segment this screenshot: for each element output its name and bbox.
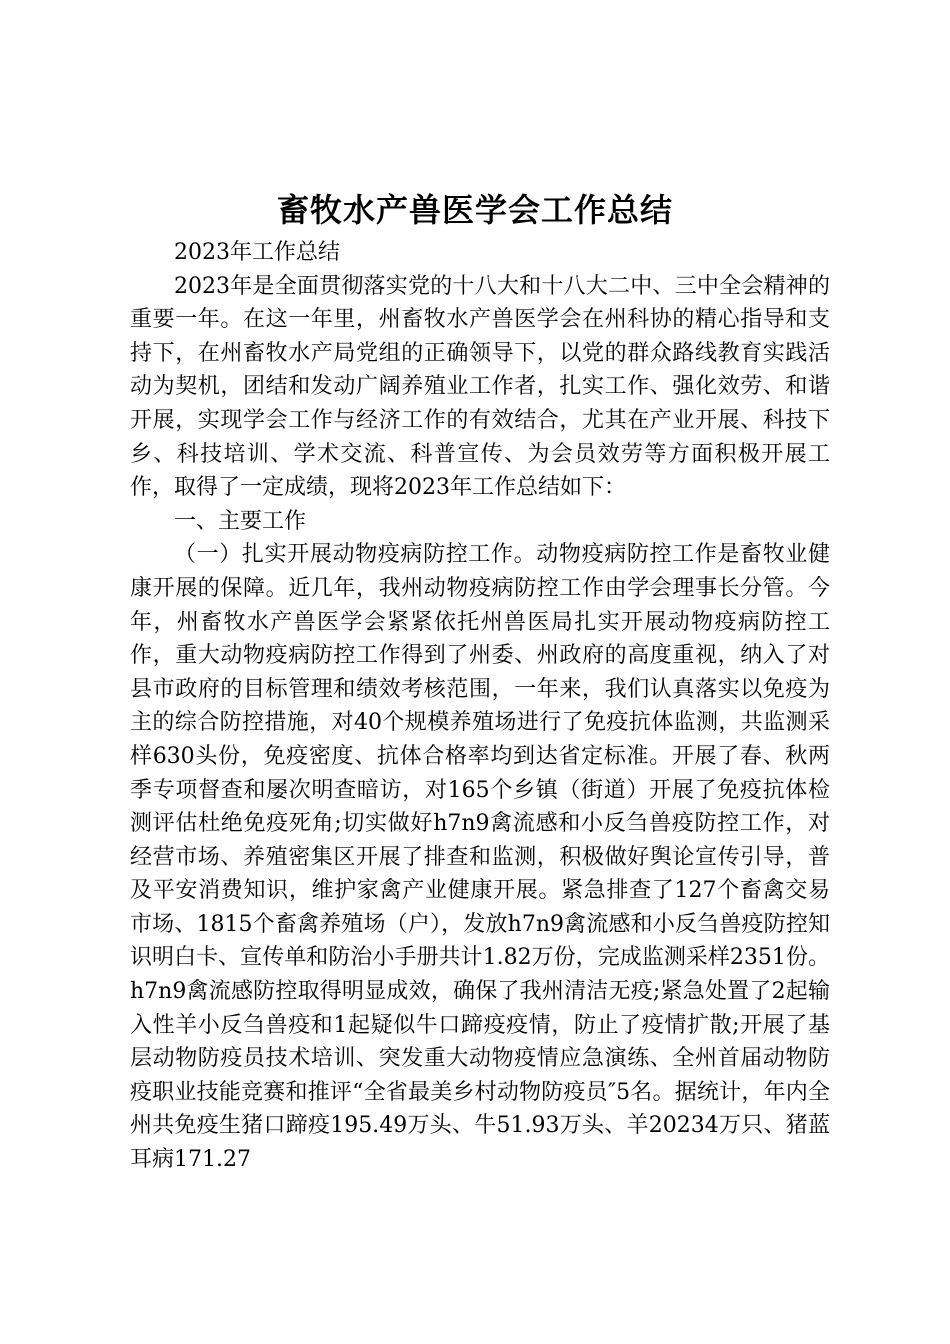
paragraph-subtitle: 2023年工作总结 [174,240,340,265]
section-heading: 一、主要工作 [174,508,307,534]
document-title: 畜牧水产兽医学会工作总结 [276,191,673,229]
paragraph-disease-control: （一）扎实开展动物疫病防控工作。动物疫病防控工作是畜牧业健康开展的保障。近几年，我州动物疫病防控工作由学会理事长分管。今年，州畜牧水产兽医学会紧紧依托州兽医局扎实开展动物疫病防控工作，重大动物疫病防控工作得到了州委、州政府的高度重视，纳入了对县市政府的目标管理和绩效考核范围，一年来，我们认真落实以免疫为主的综合防控措施，对40个规模养殖场进行了免疫抗体监测，共监测采样630头份，免疫密度、抗体合格率均到达省定标准。开展了春、秋两季专项督查和屡次明查暗访，对165个乡镇（街道）开展了免疫抗体检测评估杜绝免疫死角;切实做好h7n9禽流感和小反刍兽疫防控工作，对经营市场、养殖密集区开展了排查和监测，积极做好舆论宣传引导，普及平安消费知识，维护家禽产业健康开展。紧急排查了127个畜禽交易市场、1815个畜禽养殖场（户），发放h7n9禽流感和小反刍兽疫防控知识明白卡、宣传单和防治小手册共计1.82万份，完成监测采样2351份。h7n9禽流感防控取得明显成效，确保了我州清洁无疫;紧急处置了2起输入性羊小反刍兽疫和1起疑似牛口蹄疫疫情，防止了疫情扩散;开展了基层动物防疫员技术培训、突发重大动物疫情应急演练、全州首届动物防疫职业技能竞赛和推评“全省最美乡村动物防疫员″5名。据统计，年内全州共免疫生猪口蹄疫195.49万头、牛51.93万头、羊20234万只、猪蓝耳病171.27 [130,542,830,1173]
document-body [130,236,830,1177]
paragraph-intro: 2023年是全面贯彻落实党的十八大和十八大二中、三中全会精神的重要一年。在这一年里，州畜牧水产兽医学会在州科协的精心指导和支持下，在州畜牧水产局党组的正确领导下，以党的群众路线教育实践活动为契机，团结和发动广阔养殖业工作者，扎实工作、强化效劳、和谐开展，实现学会工作与经济工作的有效结合，尤其在产业开展、科技下乡、科技培训、学术交流、科普宣传、为会员效劳等方面积极开展工作，取得了一定成绩，现将2023年工作总结如下： [130,273,830,501]
